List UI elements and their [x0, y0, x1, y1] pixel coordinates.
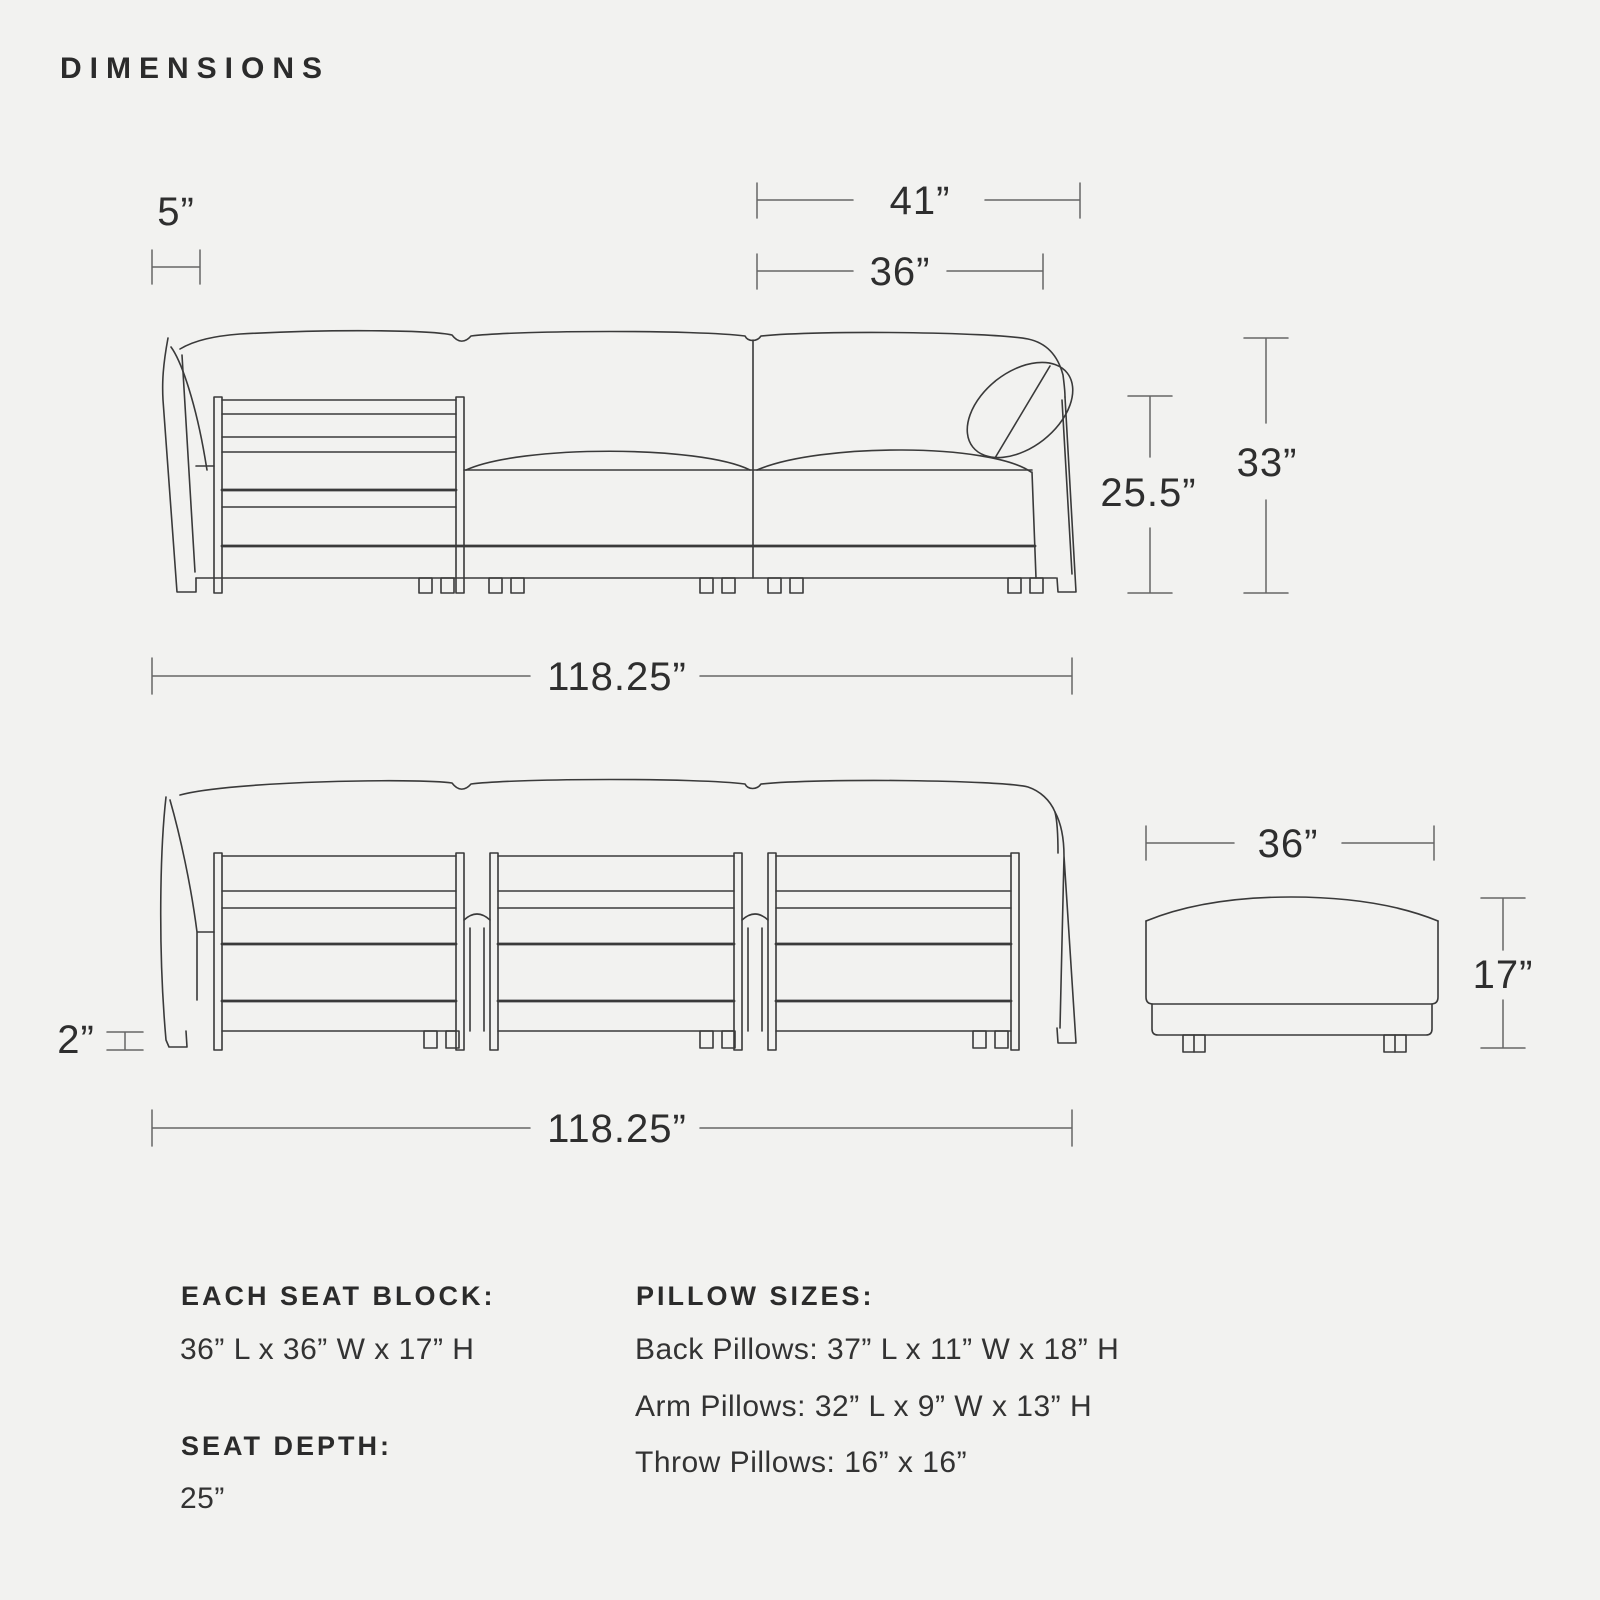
front-frame-post-right — [456, 397, 464, 593]
dim-label-leg-height: 2” — [57, 1018, 95, 1062]
ottoman-drawing — [1146, 897, 1438, 1052]
dim-label-ottoman-height: 17” — [1472, 953, 1534, 997]
sofa-front-view-drawing — [163, 331, 1091, 593]
seat-depth-heading: SEAT DEPTH: — [181, 1431, 393, 1461]
pillow-back-value: Back Pillows: 37” L x 11” W x 18” H — [635, 1333, 1120, 1366]
dim-label-front-width: 118.25” — [547, 655, 687, 699]
back-cushion-top — [180, 780, 1058, 854]
ottoman-body — [1146, 921, 1438, 1004]
dim-label-seat-width: 36” — [869, 250, 931, 294]
front-bolster-pillow — [949, 343, 1090, 477]
sofa-back-view-drawing — [161, 780, 1076, 1051]
dim-label-total-height: 33” — [1236, 441, 1298, 485]
front-frame-rails — [222, 400, 456, 452]
back-frame-module-1 — [214, 853, 464, 1050]
back-frame-module-2 — [490, 853, 742, 1050]
page-title: DIMENSIONS — [60, 52, 331, 85]
front-legs — [419, 578, 1043, 593]
back-module-gap-1 — [464, 914, 490, 1031]
front-left-arm-pillow — [171, 347, 207, 470]
front-frame-post-left — [214, 397, 222, 593]
seat-block-heading: EACH SEAT BLOCK: — [181, 1281, 496, 1311]
back-legs — [424, 1031, 1008, 1048]
front-seat-top — [196, 466, 1032, 470]
front-bolster-seam — [995, 366, 1050, 458]
dim-label-ottoman-width: 36” — [1257, 822, 1319, 866]
pillow-sizes-heading: PILLOW SIZES: — [636, 1281, 875, 1311]
front-back-cushion-top — [180, 331, 1065, 397]
back-left-arm-pillow — [170, 800, 214, 1000]
dim-label-seat-with-arm: 41” — [889, 179, 951, 223]
seat-depth-value: 25” — [180, 1482, 225, 1515]
dim-label-arm-height: 25.5” — [1100, 471, 1197, 515]
front-back-cushion-arcs — [466, 450, 1031, 472]
back-module-gap-2 — [742, 914, 768, 1031]
ottoman-base — [1152, 1004, 1432, 1035]
pillow-arm-value: Arm Pillows: 32” L x 9” W x 13” H — [635, 1390, 1093, 1423]
seat-block-value: 36” L x 36” W x 17” H — [180, 1333, 475, 1366]
dim-line-arm-width-5 — [152, 250, 200, 284]
ottoman-top-cushion — [1146, 897, 1438, 921]
ottoman-legs — [1183, 1035, 1406, 1052]
pillow-throw-value: Throw Pillows: 16” x 16” — [635, 1446, 968, 1479]
front-left-arm — [163, 338, 196, 592]
back-left-arm — [161, 797, 187, 1047]
dim-label-back-width: 118.25” — [547, 1107, 687, 1151]
dim-label-arm-width: 5” — [157, 190, 195, 234]
back-frame-module-3 — [768, 853, 1019, 1050]
